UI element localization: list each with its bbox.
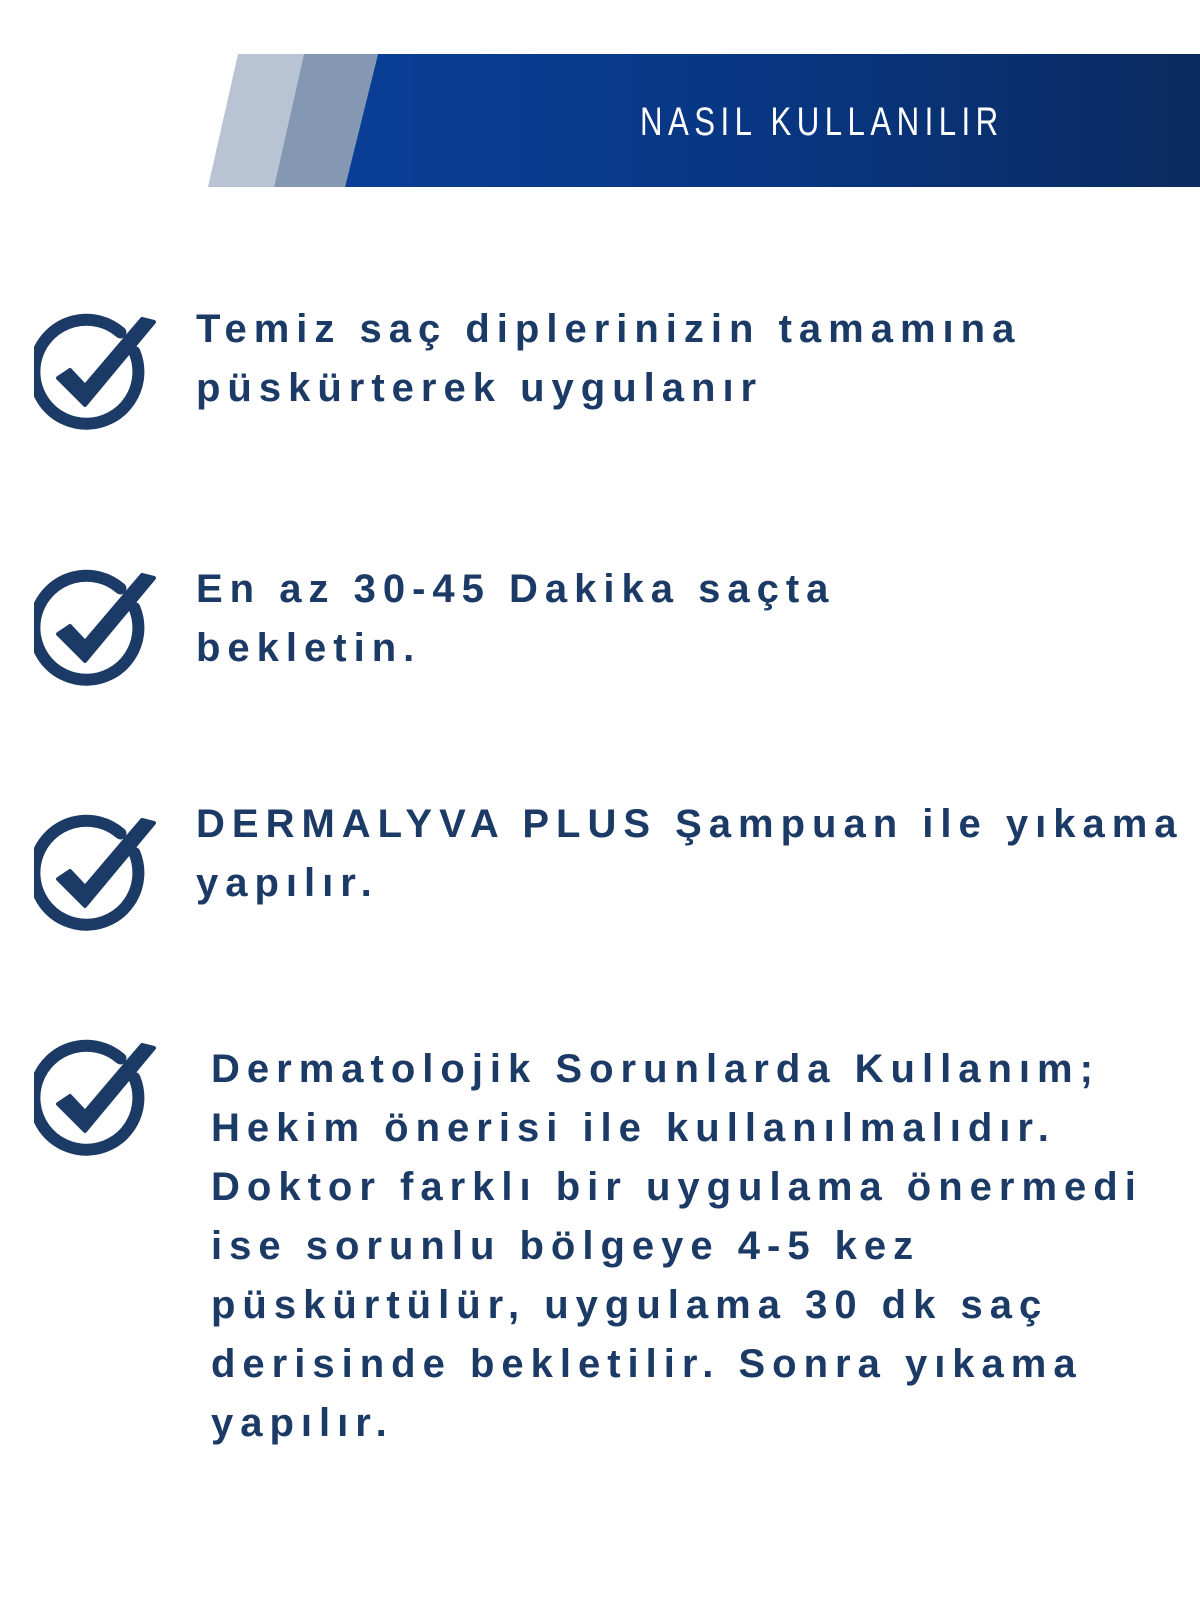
check-circle-icon	[34, 310, 160, 430]
check-circle-icon	[34, 1036, 160, 1156]
banner-background	[0, 54, 1200, 187]
check-circle-icon	[34, 811, 160, 931]
page-title: NASIL KULLANILIR	[640, 100, 1004, 144]
step-text: Temiz saç diplerinizin tamamına püskürterek uygulanır	[196, 307, 1022, 410]
header-banner	[0, 54, 1200, 187]
check-circle-icon	[34, 566, 160, 686]
step-text: Dermatolojik Sorunlarda Kullanım; Hekim önerisi ile kullanılmalıdır. Doktor farklı bir uygulama önermedi ise sorunlu bölgeye 4-5 kez püskürtülür, uygulama 30 dk saç derisinde bekletilir. Sonra yıkama yapılır.	[211, 1047, 1143, 1445]
step-text: DERMALYVA PLUS Şampuan ile yıkama yapılır.	[196, 802, 1184, 905]
step-text: En az 30-45 Dakika saçta bekletin.	[196, 567, 836, 670]
